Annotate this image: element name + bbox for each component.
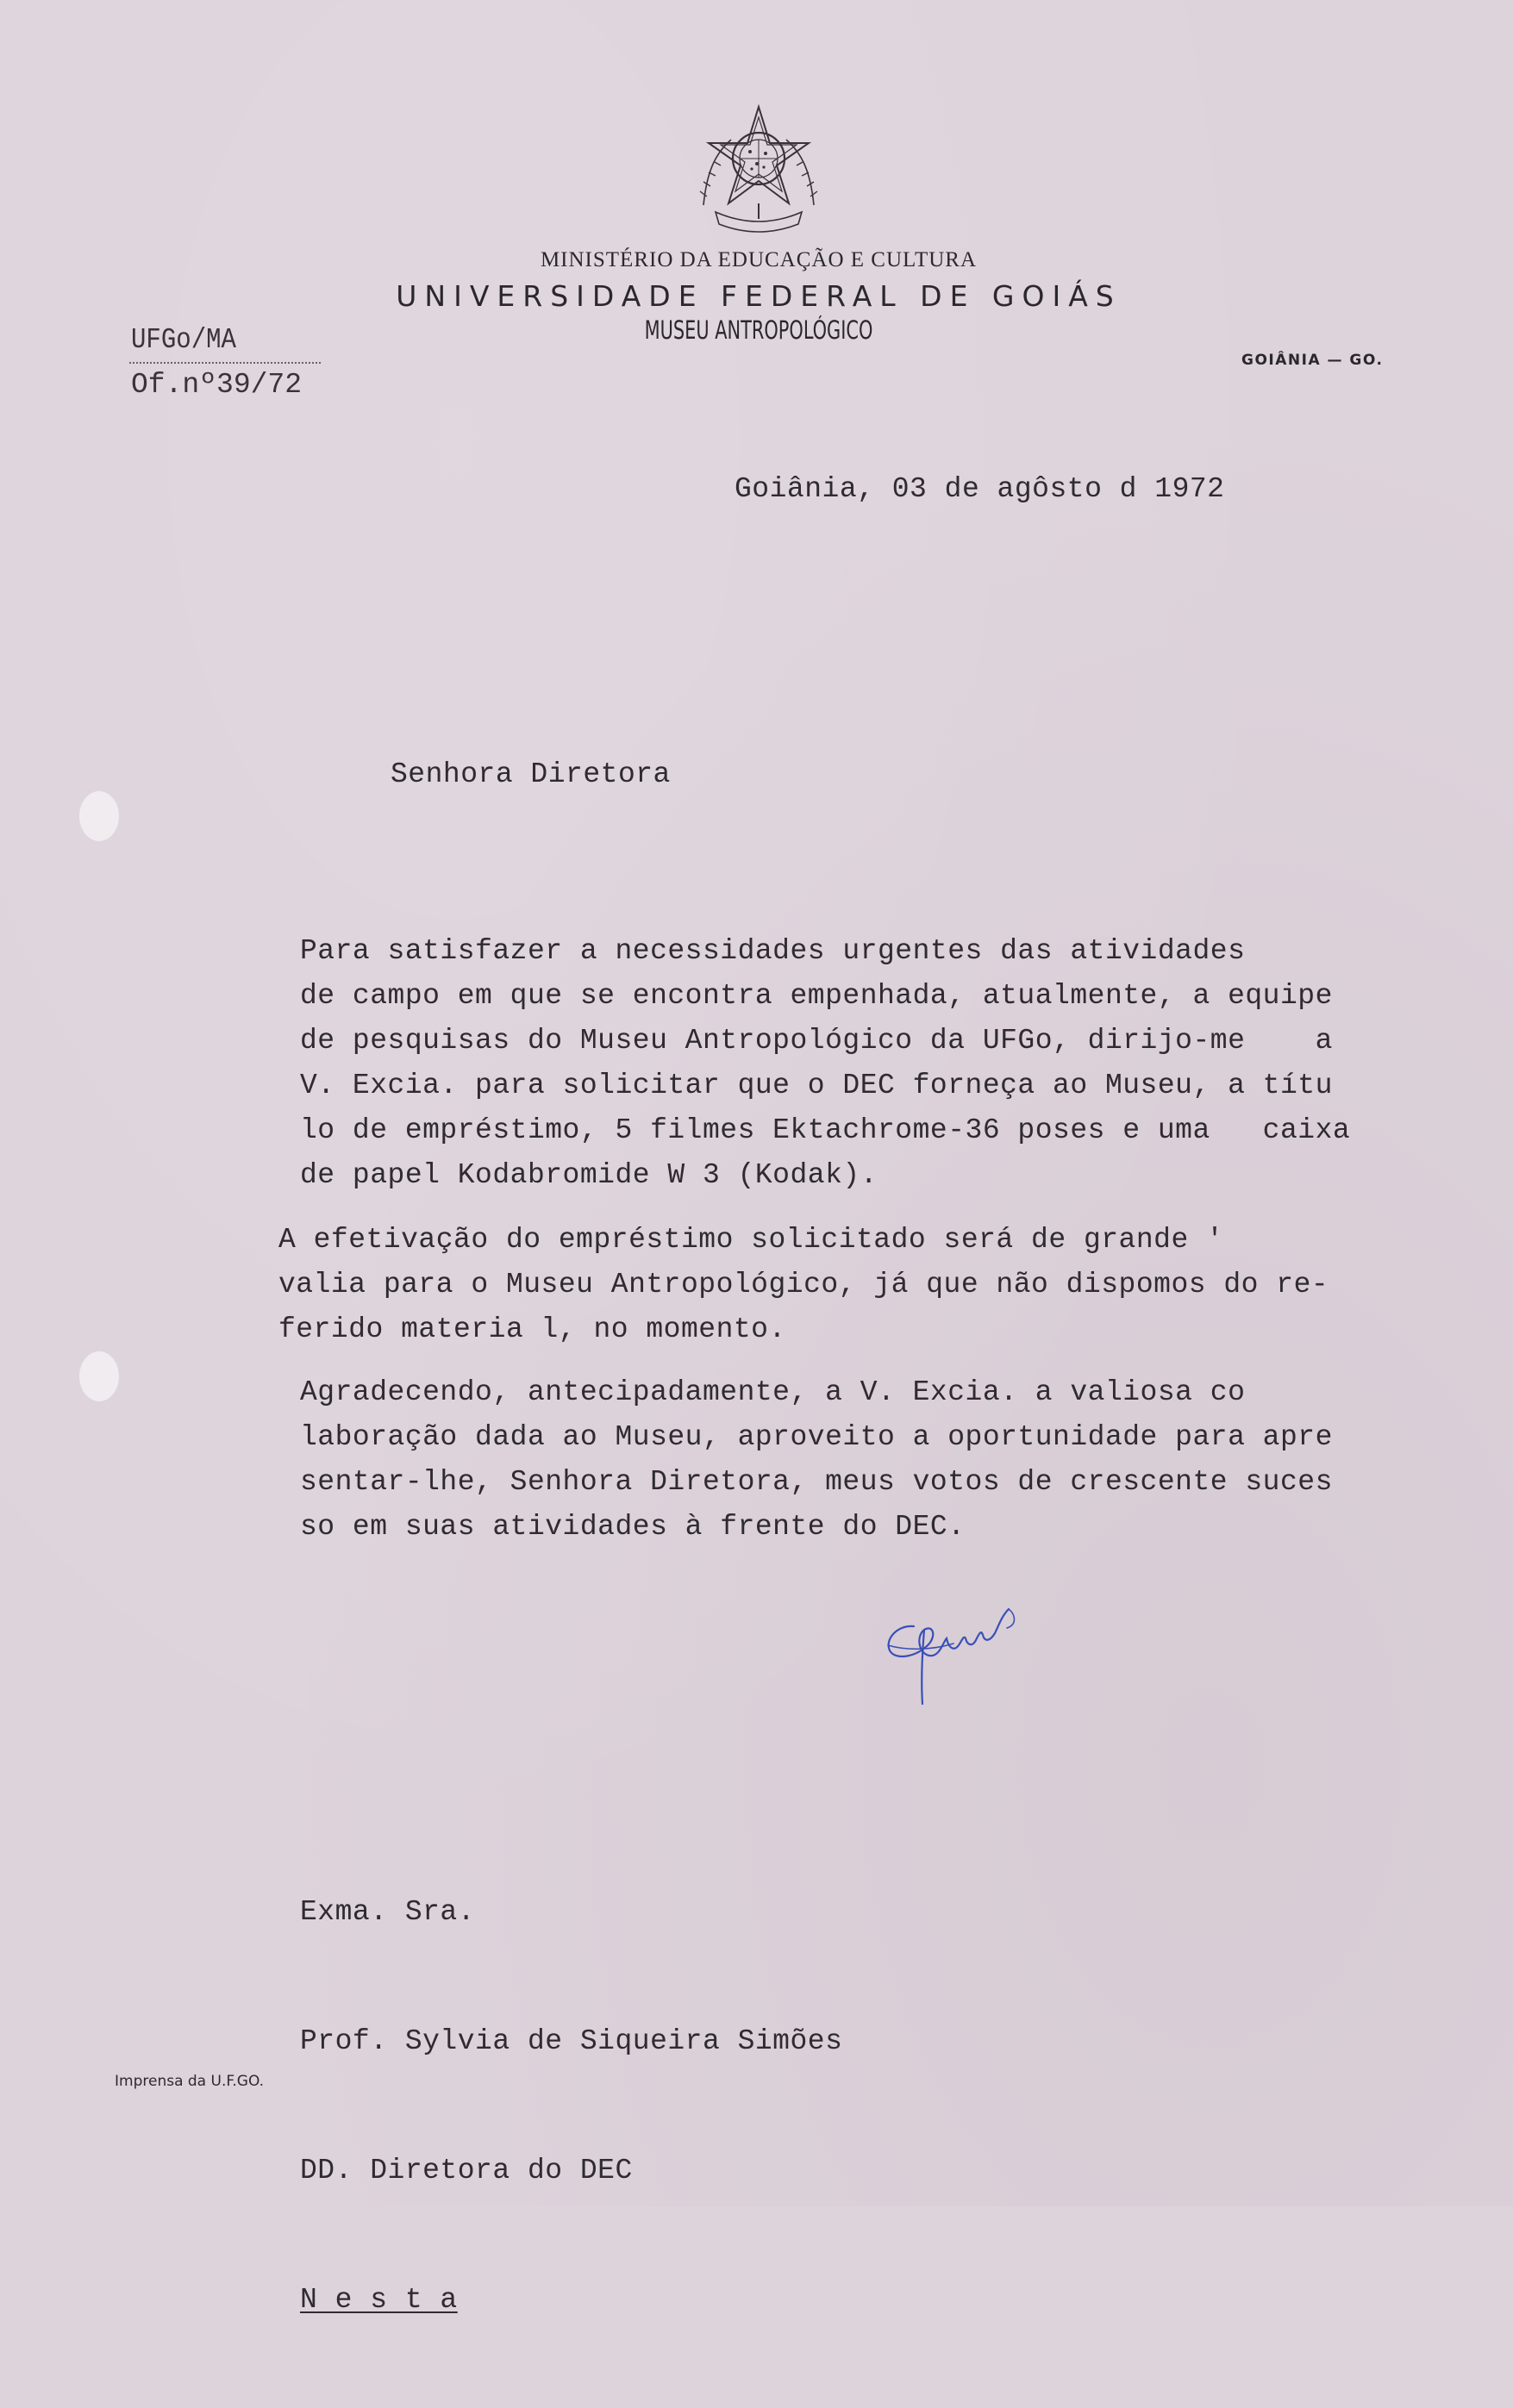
letter-date: Goiânia, 03 de agôsto d 1972	[735, 473, 1225, 505]
body-paragraph: Agradecendo, antecipadamente, a V. Excia. a valiosa co laboração dada ao Museu, aproveito a oportunidade para apre sentar-lhe, Senhora Diretora, meus votos de crescente suces so em suas atividades à frente do DEC.	[300, 1376, 1333, 1543]
ministry-heading: MINISTÉRIO DA EDUCAÇÃO E CULTURA	[540, 248, 978, 271]
body-paragraph: Para satisfazer a necessidades urgentes das atividades de campo em que se encontra empenhada, atualmente, a equipe de pesquisas do Museu Antropológico da UFGo, dirijo-me a V. Excia. para solicitar que o DEC forneça ao Museu, a títu lo de empréstimo, 5 filmes Ektachrome-36 poses e uma caixa de papel Kodabromide W 3 (Kodak).	[300, 935, 1351, 1191]
addressee-block	[300, 1805, 842, 2408]
reference-code: UFGo/MA	[131, 324, 236, 356]
reference-divider	[129, 362, 321, 364]
university-heading: UNIVERSIDADE FEDERAL DE GOIÁS	[396, 279, 1122, 313]
coat-of-arms-icon	[690, 102, 828, 240]
letterhead-place: GOIÂNIA — GO.	[1241, 352, 1384, 369]
addressee-title: Exma. Sra.	[300, 1896, 476, 1928]
paper-blemish	[79, 791, 119, 841]
museum-heading: MUSEU ANTROPOLÓGICO	[644, 315, 873, 345]
official-letter-number: Of.nº39/72	[131, 369, 303, 401]
addressee-name: Prof. Sylvia de Siqueira Simões	[300, 2025, 843, 2057]
addressee-location: N e s t a	[300, 2284, 458, 2316]
salutation: Senhora Diretora	[391, 758, 671, 790]
body-paragraph: A efetivação do empréstimo solicitado será de grande ' valia para o Museu Antropológico, já que não dispomos do re- ferido materia l, no momento.	[278, 1224, 1329, 1345]
printer-imprint: Imprensa da U.F.GO.	[115, 2073, 265, 2090]
signature-icon	[879, 1590, 1039, 1711]
paper-blemish	[79, 1351, 119, 1401]
addressee-position: DD. Diretora do DEC	[300, 2155, 633, 2187]
